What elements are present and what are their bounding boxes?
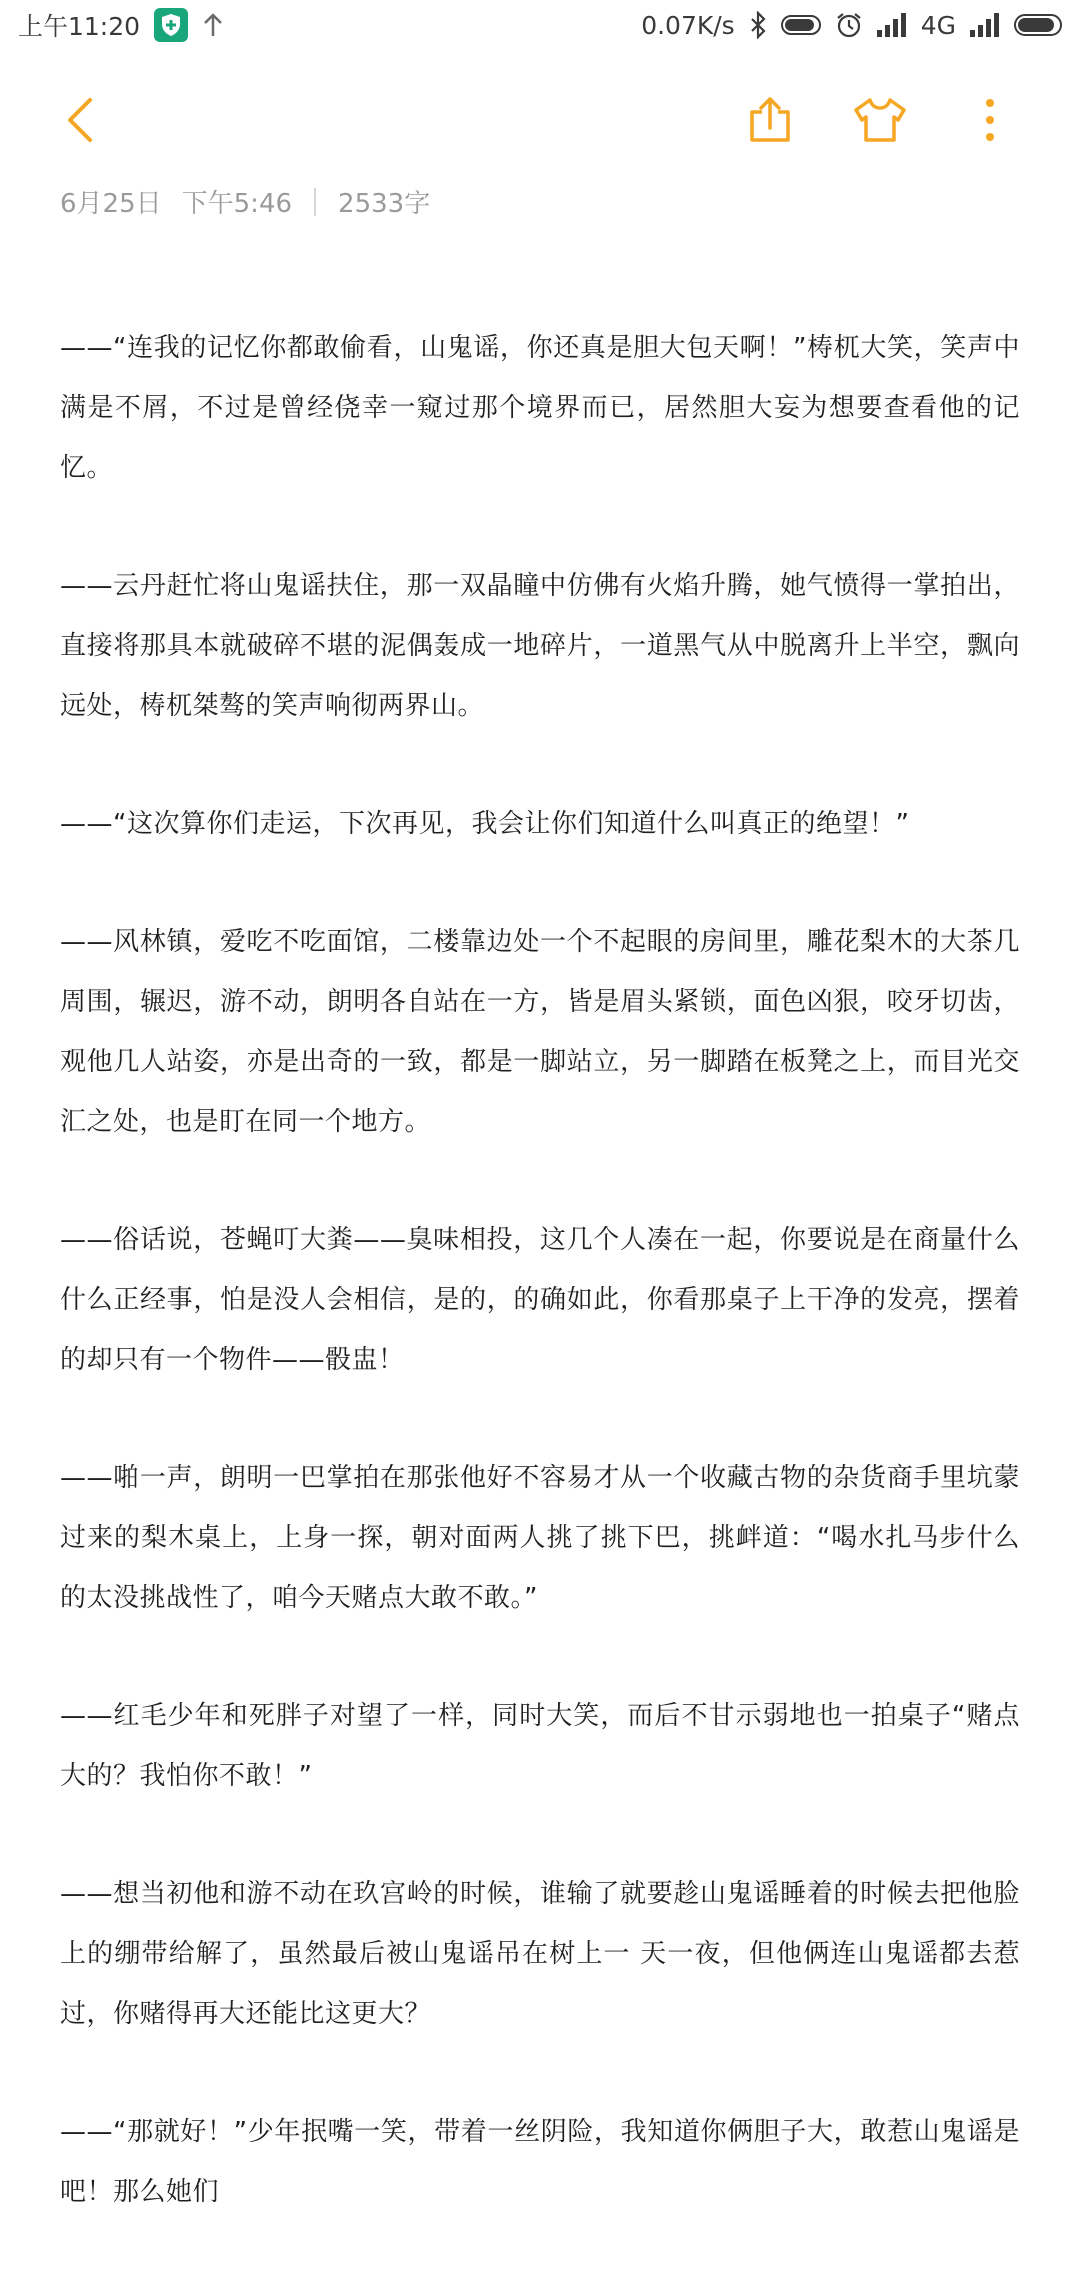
note-time: 下午5:46	[181, 189, 293, 219]
battery-level-main	[1018, 18, 1054, 32]
word-count: 2533字	[338, 189, 431, 219]
note-toolbar	[0, 80, 1080, 160]
network-speed: 0.07K/s	[641, 10, 735, 40]
paragraph: ——啪一声，朗明一巴掌拍在那张他好不容易才从一个收藏古物的杂货商手里坑蒙过来的梨木桌上，上身一探，朝对面两人挑了挑下巴，挑衅道：“喝水扎马步什么的太没挑战性了，咱今天赌点大敢不敢。”	[60, 1463, 1020, 1613]
status-bar-right	[641, 11, 1062, 40]
paragraph: ——“这次算你们走运，下次再见，我会让你们知道什么叫真正的绝望！”	[60, 809, 910, 839]
paragraph: ——风林镇，爱吃不吃面馆，二楼靠边处一个不起眼的房间里，雕花梨木的大茶几周围，辗迟，游不动，朗明各自站在一方，皆是眉头紧锁，面色凶狠，咬牙切齿，观他几人站姿，亦是出奇的一致，都是一脚站立，另一脚踏在板凳之上，而目光交汇之处，也是盯在同一个地方。	[60, 927, 1020, 1137]
paragraph: ——红毛少年和死胖子对望了一样，同时大笑，而后不甘示弱地也一拍桌子“赌点大的？我怕你不敢！”	[60, 1701, 1020, 1791]
upload-arrow-icon	[202, 12, 224, 38]
chevron-left-icon	[65, 97, 95, 143]
signal-icon-secondary	[970, 13, 1000, 37]
paragraph: ——云丹赶忙将山鬼谣扶住，那一双晶瞳中仿佛有火焰升腾，她气愤得一掌拍出，直接将那具本就破碎不堪的泥偶轰成一地碎片，一道黑气从中脱离升上半空，飘向远处，梼杌桀骜的笑声响彻两界山。	[60, 571, 1020, 721]
back-button[interactable]	[50, 80, 110, 160]
paragraph: ——想当初他和游不动在玖宫岭的时候，谁输了就要趁山鬼谣睡着的时候去把他脸上的绷带给解了，虽然最后被山鬼谣吊在树上一 天一夜，但他俩连山鬼谣都去惹过，你赌得再大还能比这更大？	[60, 1879, 1020, 2029]
shield-icon	[154, 8, 188, 42]
signal-icon	[877, 13, 907, 37]
more-button[interactable]	[965, 80, 1015, 160]
more-vertical-icon	[984, 98, 996, 142]
share-button[interactable]	[735, 80, 805, 160]
theme-button[interactable]	[845, 80, 915, 160]
alarm-icon	[835, 11, 863, 39]
bluetooth-icon	[749, 11, 767, 39]
share-icon	[746, 96, 794, 144]
network-type: 4G	[920, 10, 956, 40]
meta-divider	[314, 188, 316, 216]
status-bar	[0, 0, 1080, 50]
battery-icon	[781, 15, 821, 35]
paragraph: ——俗话说，苍蝇叮大粪——臭味相投，这几个人凑在一起，你要说是在商量什么什么正经事，怕是没人会相信，是的，的确如此，你看那桌子上干净的发亮，摆着的却只有一个物件——骰盅！	[60, 1225, 1020, 1375]
status-bar-left	[18, 7, 224, 43]
battery-level	[785, 19, 814, 31]
note-content[interactable]	[60, 318, 1020, 2280]
note-date: 6月25日	[60, 189, 162, 219]
tshirt-icon	[852, 96, 908, 144]
paragraph: ——“连我的记忆你都敢偷看，山鬼谣，你还真是胆大包天啊！”梼杌大笑，笑声中满是不屑，不过是曾经侥幸一窥过那个境界而已，居然胆大妄为想要查看他的记忆。	[60, 333, 1020, 483]
paragraph: ——“那就好！”少年抿嘴一笑，带着一丝阴险，我知道你俩胆子大，敢惹山鬼谣是吧！那么她们	[60, 2117, 1020, 2207]
clock: 上午11:20	[18, 12, 141, 41]
battery-icon-main	[1014, 14, 1062, 36]
note-meta	[60, 183, 430, 220]
